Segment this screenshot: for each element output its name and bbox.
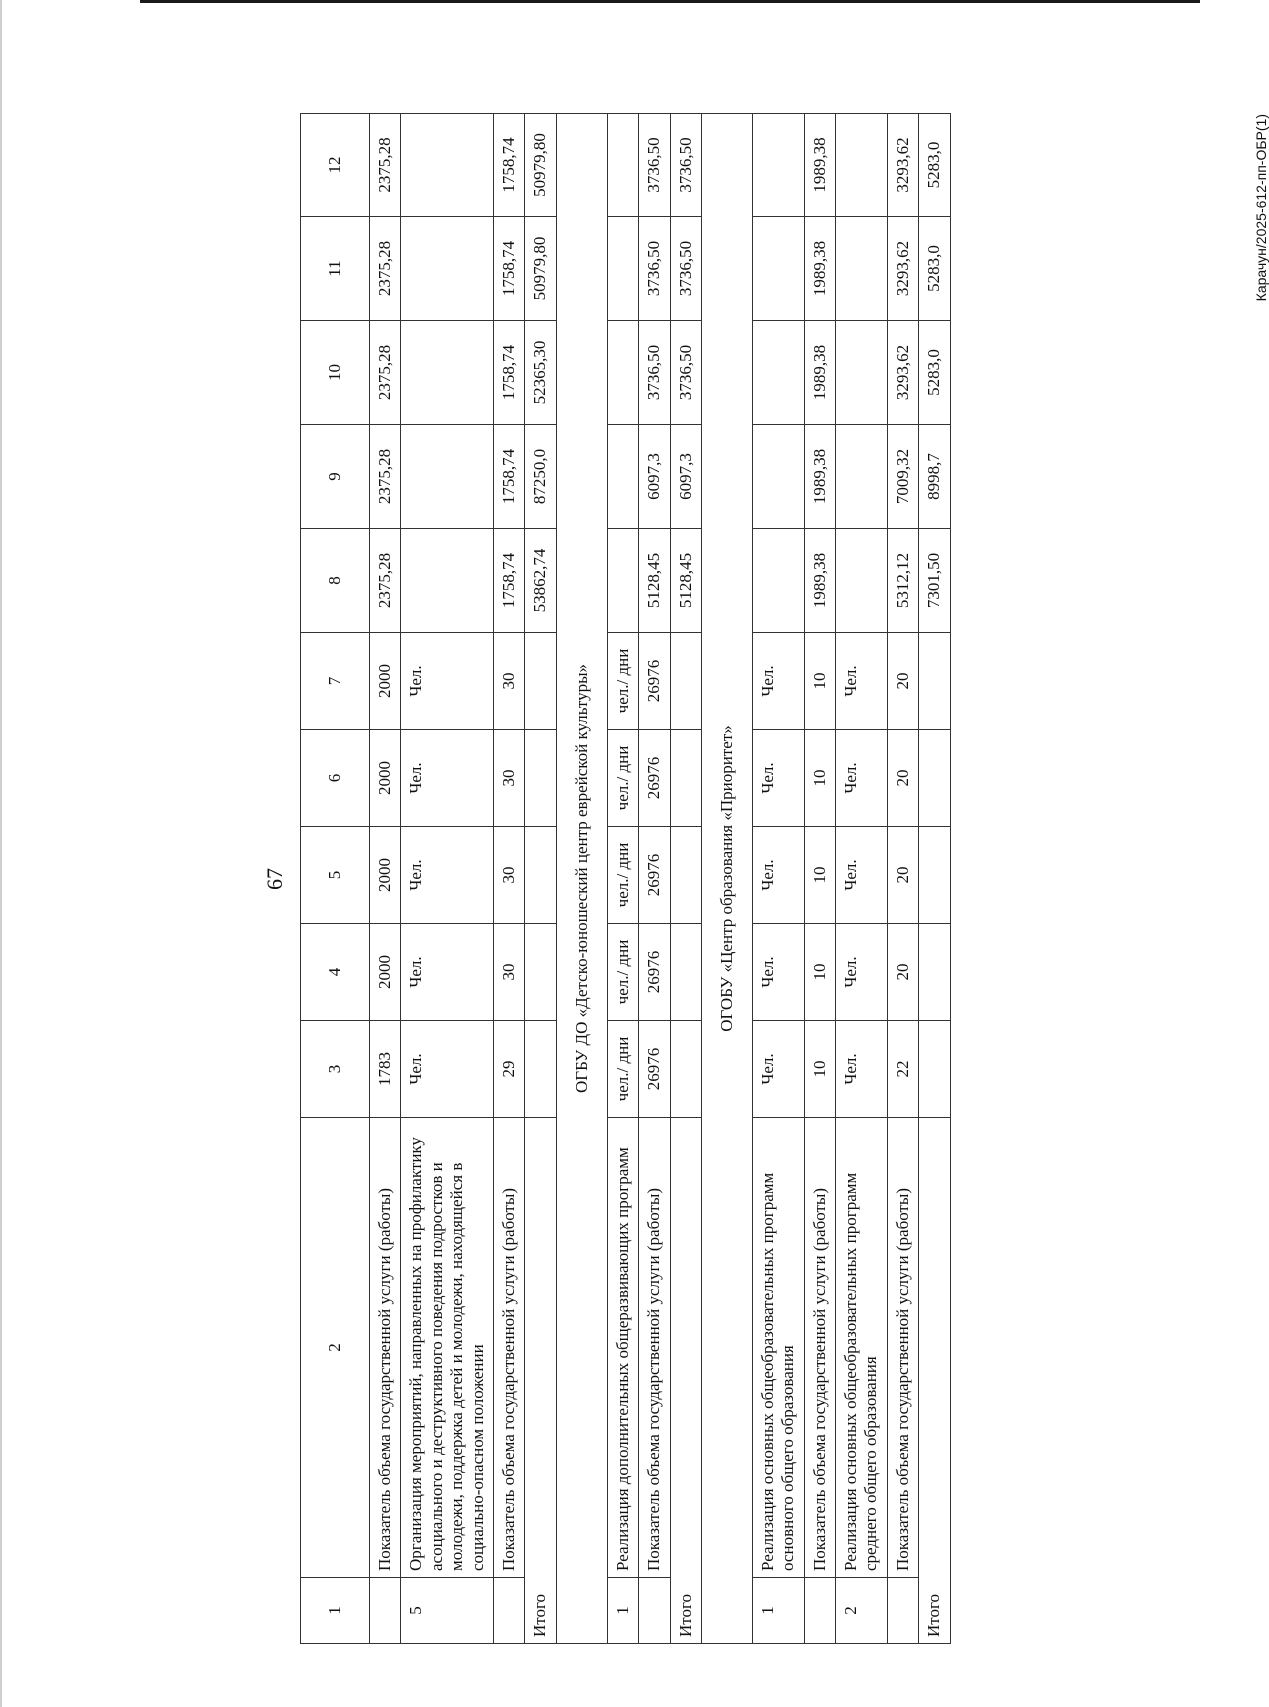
value-cell: 20	[887, 827, 918, 924]
value-cell: чел./ дни	[607, 924, 638, 1021]
value-cell	[836, 529, 888, 633]
value-cell: чел./ дни	[607, 633, 638, 730]
row-number	[887, 1578, 918, 1644]
value-cell: 1989,38	[804, 114, 835, 217]
total-row	[919, 114, 950, 1644]
value-cell	[607, 529, 638, 633]
value-cell: 2375,28	[370, 529, 401, 633]
value-cell: 3736,50	[670, 114, 701, 217]
value-cell: Чел.	[836, 827, 888, 924]
value-cell	[670, 827, 701, 924]
value-cell: 1758,74	[493, 114, 524, 217]
value-cell	[401, 114, 494, 217]
value-cell: 1989,38	[804, 529, 835, 633]
value-cell: 1989,38	[804, 321, 835, 425]
section-row	[701, 114, 752, 1644]
value-cell: 87250,0	[525, 425, 556, 529]
value-cell: 1758,74	[493, 425, 524, 529]
value-cell	[670, 730, 701, 827]
value-cell: 5128,45	[639, 529, 670, 633]
value-cell: чел./ дни	[607, 1021, 638, 1118]
value-cell: 2000	[370, 924, 401, 1021]
value-cell: 20	[887, 633, 918, 730]
value-cell: 1758,74	[493, 321, 524, 425]
value-cell: 26976	[639, 633, 670, 730]
value-cell	[836, 425, 888, 529]
header-cell: 6	[301, 730, 370, 827]
value-cell: 5128,45	[670, 529, 701, 633]
table-row	[370, 114, 401, 1644]
header-cell: 4	[301, 924, 370, 1021]
header-cell: 2	[301, 1118, 370, 1578]
value-cell	[919, 827, 950, 924]
row-name: Реализация дополнительных общеразвивающих программ	[607, 1118, 638, 1578]
table-row	[639, 114, 670, 1644]
value-cell: Чел.	[401, 827, 494, 924]
value-cell: 53862,74	[525, 529, 556, 633]
value-cell: 5312,12	[887, 529, 918, 633]
value-cell: 1758,74	[493, 529, 524, 633]
value-cell: Чел.	[836, 924, 888, 1021]
header-cell: 12	[301, 114, 370, 217]
total-row	[525, 114, 556, 1644]
value-cell	[401, 425, 494, 529]
value-cell	[525, 827, 556, 924]
row-number: 2	[836, 1578, 888, 1644]
value-cell: Чел.	[836, 633, 888, 730]
value-cell: 2375,28	[370, 114, 401, 217]
total-label: Итого	[919, 1118, 950, 1644]
row-name: Организация мероприятий, направленных на профилактику асоциального и деструктивного поведения подростков и молодежи, поддержка детей и молодежи, находящейся в социально-опасном положении	[401, 1118, 494, 1578]
row-number	[639, 1578, 670, 1644]
value-cell: 7301,50	[919, 529, 950, 633]
table-row	[836, 114, 888, 1644]
value-cell: 26976	[639, 730, 670, 827]
scan-edge-top	[140, 0, 1200, 3]
row-number	[493, 1578, 524, 1644]
value-cell	[670, 633, 701, 730]
header-cell: 11	[301, 217, 370, 321]
value-cell: 3293,62	[887, 217, 918, 321]
value-cell	[752, 529, 804, 633]
value-cell: 1758,74	[493, 217, 524, 321]
value-cell: 30	[493, 827, 524, 924]
section-title: ОГОБУ «Центр образования «Приоритет»	[701, 114, 752, 1644]
value-cell	[525, 924, 556, 1021]
services-table	[300, 113, 951, 1644]
value-cell	[752, 217, 804, 321]
header-cell: 8	[301, 529, 370, 633]
value-cell	[752, 321, 804, 425]
value-cell: Чел.	[752, 827, 804, 924]
value-cell: 3736,50	[639, 321, 670, 425]
value-cell: 1783	[370, 1021, 401, 1118]
row-name: Показатель объема государственной услуги (работы)	[804, 1118, 835, 1578]
value-cell: 10	[804, 827, 835, 924]
table-row	[887, 114, 918, 1644]
row-name: Реализация основных общеобразовательных программ среднего общего образования	[836, 1118, 888, 1578]
row-number: 1	[607, 1578, 638, 1644]
value-cell	[401, 529, 494, 633]
value-cell	[836, 114, 888, 217]
value-cell	[919, 1021, 950, 1118]
value-cell: 10	[804, 633, 835, 730]
value-cell: Чел.	[401, 633, 494, 730]
header-cell: 10	[301, 321, 370, 425]
value-cell: 50979,80	[525, 217, 556, 321]
page-number: 67	[262, 868, 287, 890]
value-cell: 2000	[370, 827, 401, 924]
total-row	[670, 114, 701, 1644]
value-cell	[670, 924, 701, 1021]
header-cell: 9	[301, 425, 370, 529]
document-page	[178, 114, 1269, 1644]
header-cell: 3	[301, 1021, 370, 1118]
row-number: 1	[752, 1578, 804, 1644]
table-row	[752, 114, 804, 1644]
header-cell: 7	[301, 633, 370, 730]
value-cell: 3293,62	[887, 321, 918, 425]
value-cell: 10	[804, 924, 835, 1021]
value-cell: Чел.	[752, 1021, 804, 1118]
value-cell: 2000	[370, 633, 401, 730]
value-cell: 6097,3	[670, 425, 701, 529]
table-row	[401, 114, 494, 1644]
value-cell: 50979,80	[525, 114, 556, 217]
row-name: Показатель объема государственной услуги (работы)	[887, 1118, 918, 1578]
value-cell	[919, 730, 950, 827]
total-label: Итого	[670, 1118, 701, 1644]
value-cell: 20	[887, 730, 918, 827]
value-cell: 8998,7	[919, 425, 950, 529]
table-row	[493, 114, 524, 1644]
value-cell: 3736,50	[639, 217, 670, 321]
value-cell: Чел.	[752, 730, 804, 827]
header-cell: 5	[301, 827, 370, 924]
value-cell: 52365,30	[525, 321, 556, 425]
row-name: Показатель объема государственной услуги (работы)	[370, 1118, 401, 1578]
value-cell: 30	[493, 730, 524, 827]
value-cell: 2375,28	[370, 321, 401, 425]
value-cell: 3736,50	[639, 114, 670, 217]
value-cell	[919, 633, 950, 730]
value-cell: 20	[887, 924, 918, 1021]
value-cell: 30	[493, 633, 524, 730]
value-cell: 2375,28	[370, 217, 401, 321]
value-cell: чел./ дни	[607, 827, 638, 924]
value-cell: 2000	[370, 730, 401, 827]
value-cell: 5283,0	[919, 217, 950, 321]
value-cell: Чел.	[836, 1021, 888, 1118]
value-cell	[607, 114, 638, 217]
value-cell: 1989,38	[804, 217, 835, 321]
value-cell: Чел.	[752, 633, 804, 730]
value-cell	[607, 217, 638, 321]
row-number	[804, 1578, 835, 1644]
value-cell: чел./ дни	[607, 730, 638, 827]
value-cell	[752, 425, 804, 529]
section-row	[556, 114, 607, 1644]
value-cell	[919, 924, 950, 1021]
value-cell: 6097,3	[639, 425, 670, 529]
value-cell: 5283,0	[919, 114, 950, 217]
value-cell: 29	[493, 1021, 524, 1118]
value-cell: 26976	[639, 827, 670, 924]
header-row	[301, 114, 370, 1644]
row-number	[370, 1578, 401, 1644]
row-name: Реализация основных общеобразовательных программ основного общего образования	[752, 1118, 804, 1578]
header-cell: 1	[301, 1578, 370, 1644]
value-cell	[401, 217, 494, 321]
value-cell: 3736,50	[670, 321, 701, 425]
value-cell	[836, 321, 888, 425]
value-cell: 7009,32	[887, 425, 918, 529]
value-cell: 10	[804, 730, 835, 827]
document-code: Карачун/2025-612-пп-ОБР(1)	[1253, 114, 1269, 302]
row-name: Показатель объема государственной услуги (работы)	[493, 1118, 524, 1578]
row-name: Показатель объема государственной услуги (работы)	[639, 1118, 670, 1578]
table-row	[607, 114, 638, 1644]
value-cell	[836, 217, 888, 321]
row-number: 5	[401, 1578, 494, 1644]
value-cell	[752, 114, 804, 217]
value-cell: 3736,50	[670, 217, 701, 321]
value-cell	[401, 321, 494, 425]
value-cell: Чел.	[836, 730, 888, 827]
value-cell	[670, 1021, 701, 1118]
value-cell: 5283,0	[919, 321, 950, 425]
section-title: ОГБУ ДО «Детско-юношеский центр еврейской культуры»	[556, 114, 607, 1644]
value-cell: Чел.	[401, 730, 494, 827]
total-label: Итого	[525, 1118, 556, 1644]
table-row	[804, 114, 835, 1644]
value-cell: 10	[804, 1021, 835, 1118]
scan-edge-left	[0, 0, 2, 1707]
value-cell: Чел.	[752, 924, 804, 1021]
value-cell: 22	[887, 1021, 918, 1118]
value-cell	[607, 425, 638, 529]
value-cell: Чел.	[401, 1021, 494, 1118]
value-cell: Чел.	[401, 924, 494, 1021]
value-cell: 3293,62	[887, 114, 918, 217]
value-cell: 1989,38	[804, 425, 835, 529]
value-cell: 30	[493, 924, 524, 1021]
value-cell	[607, 321, 638, 425]
value-cell	[525, 730, 556, 827]
value-cell	[525, 1021, 556, 1118]
value-cell: 26976	[639, 924, 670, 1021]
value-cell	[525, 633, 556, 730]
value-cell: 2375,28	[370, 425, 401, 529]
value-cell: 26976	[639, 1021, 670, 1118]
